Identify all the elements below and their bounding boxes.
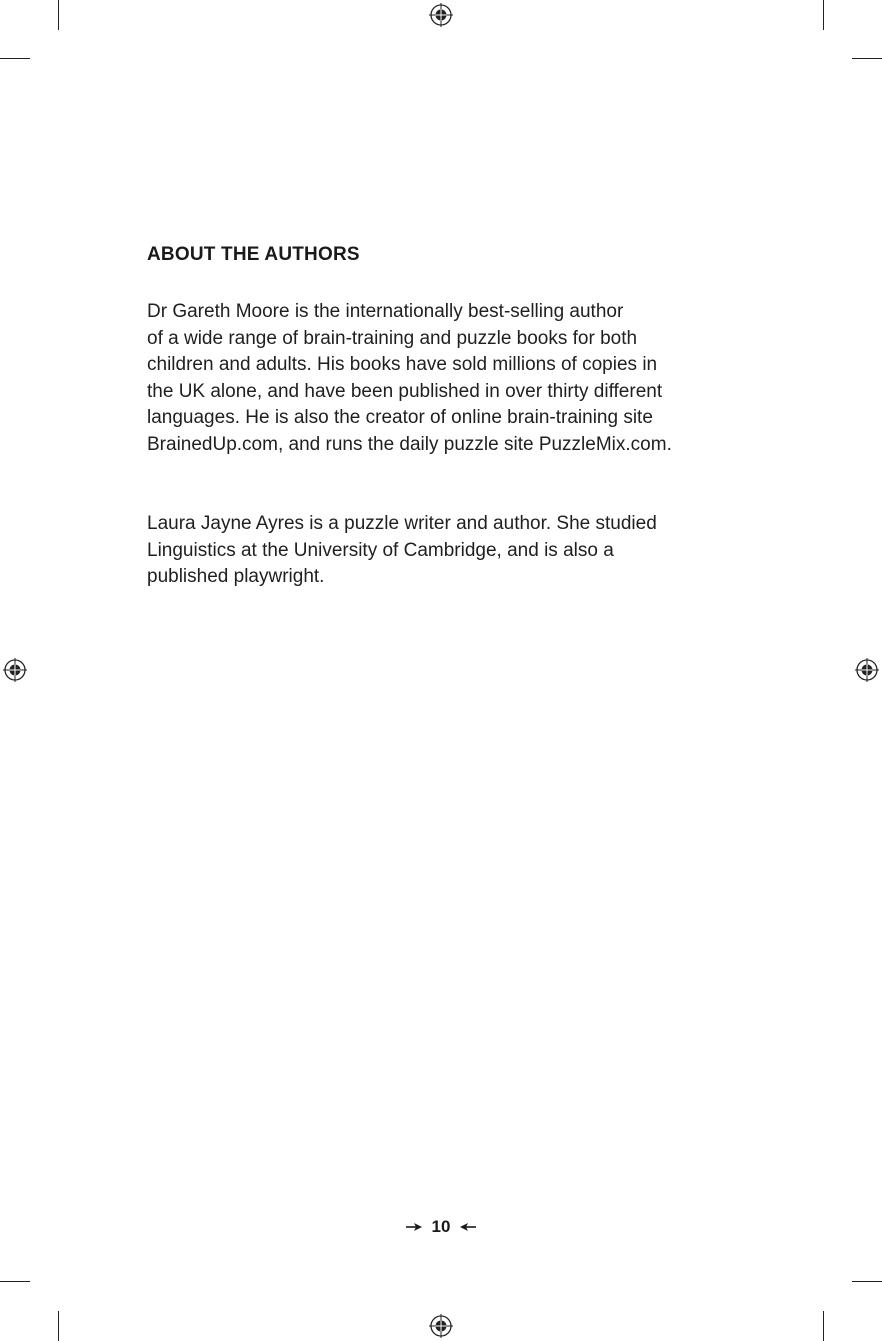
registration-target-icon (855, 658, 879, 682)
paragraph-line: Linguistics at the University of Cambridge, and is also a (147, 539, 614, 561)
paragraph-line: children and adults. His books have sold millions of copies in (147, 354, 658, 375)
paragraph-line: of a wide range of brain-training and puzzle books for both (147, 327, 638, 349)
paragraph-line: Dr Gareth Moore is the internationally best-selling author (147, 301, 624, 322)
arrow-left-icon (460, 1222, 476, 1232)
registration-target-icon (3, 658, 27, 682)
paragraph-line: Laura Jayne Ayres is a puzzle writer and author. She studied (147, 513, 657, 534)
registration-target-icon (429, 1314, 453, 1338)
paragraph-line: published playwright. (147, 566, 325, 587)
author-bio-gareth-moore (147, 299, 747, 458)
crop-mark-top-right-horizontal (852, 58, 882, 59)
page-number-folio (0, 1216, 882, 1237)
paragraph-line: BrainedUp.com, and runs the daily puzzle site PuzzleMix.com. (147, 433, 672, 455)
paragraph-line: languages. He is also the creator of online brain-training site (147, 407, 653, 428)
registration-target-icon (429, 3, 453, 27)
crop-mark-bottom-right-horizontal (852, 1281, 882, 1282)
crop-mark-top-left-vertical (58, 0, 59, 30)
crop-mark-top-left-horizontal (0, 58, 30, 59)
arrow-right-icon (406, 1222, 422, 1232)
section-heading: ABOUT THE AUTHORS (147, 244, 360, 265)
crop-mark-bottom-right-vertical (823, 1311, 824, 1341)
crop-mark-bottom-left-vertical (58, 1311, 59, 1341)
paragraph-line: the UK alone, and have been published in over thirty different (147, 380, 663, 402)
author-bio-laura-jayne-ayres (147, 511, 747, 591)
crop-mark-top-right-vertical (823, 0, 824, 30)
page-number: 10 (431, 1216, 451, 1236)
crop-mark-bottom-left-horizontal (0, 1281, 30, 1282)
